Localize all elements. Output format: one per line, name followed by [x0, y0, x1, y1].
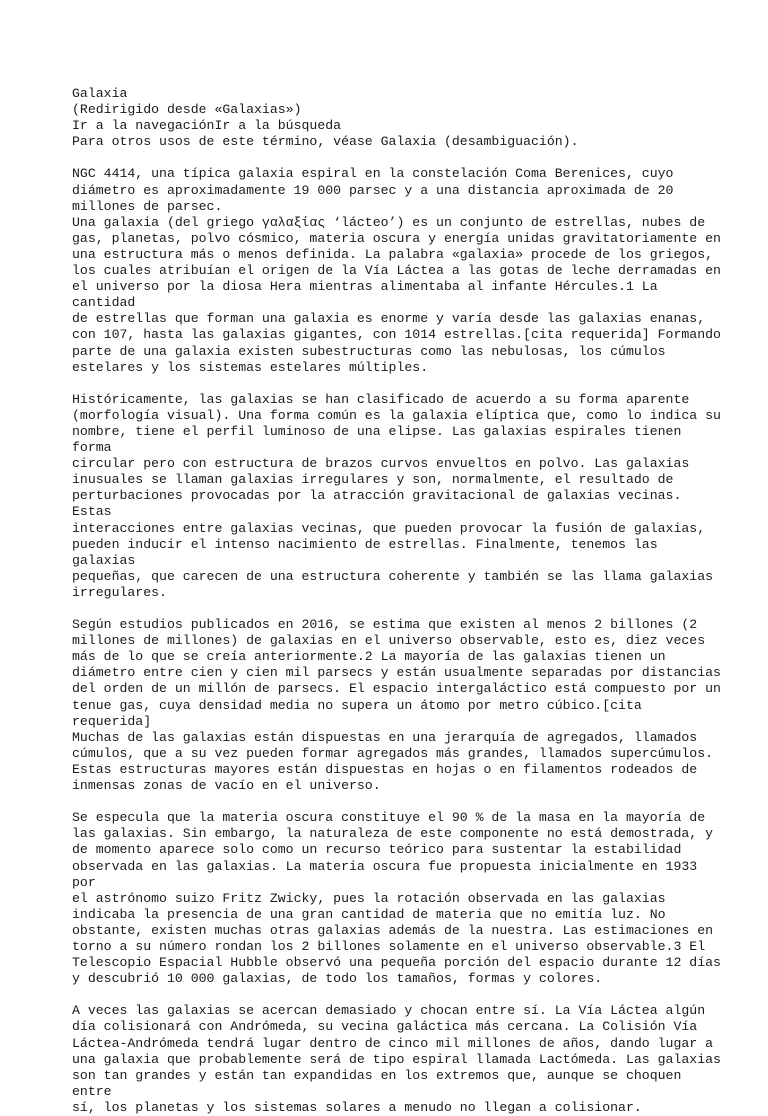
paragraph-dark-matter: Se especula que la materia oscura constituye el 90 % de la masa en la mayoría de las galaxias. Sin embargo, la naturaleza de este componente no está demostrada, y de momento aparece solo como un recurso teórico para sustentar la estabilidad observada en las galaxias. La materia oscura fue propuesta inicialmente en 1933 por el astrónomo suizo Fritz Zwicky, pues la rotación observada en las galaxias indicaba la presencia de una gran cantidad de materia que no emitía luz. No obstante, existen muchas otras galaxias además de la nuestra. Las estimaciones en torno a su número rondan los 2 billones solamente en el universo observable.3 El Telescopio Espacial Hubble observó una pequeña porción del espacio durante 12 días y descubrió 10 000 galaxias, de todo los tamaños, formas y colores.: [72, 810, 721, 987]
spacer: [72, 601, 728, 617]
spacer: [72, 150, 728, 166]
paragraph-count: Según estudios publicados en 2016, se estima que existen al menos 2 billones (2 millones de millones) de galaxias en el universo observable, esto es, diez veces más de lo que se creía anteriormente.2 La mayoría de las galaxias tienen un diámetro entre cien y cien mil parsecs y están usualmente separadas por distancias del orden de un millón de parsecs. El espacio intergaláctico está compuesto por un tenue gas, cuya densidad media no supera un átomo por metro cúbico.[cita requerida] Muchas de las galaxias están dispuestas en una jerarquía de agregados, llamados cúmulos, que a su vez pueden formar agregados más grandes, llamados supercúmulos. Estas estructuras mayores están dispuestas en hojas o en filamentos rodeados de inmensas zonas de vacío en el universo.: [72, 617, 721, 794]
disambiguation-note: Para otros usos de este término, véase Galaxia (desambiguación).: [72, 134, 579, 150]
paragraph-collisions: A veces las galaxias se acercan demasiado y chocan entre sí. La Vía Láctea algún día colisionará con Andrómeda, su vecina galáctica más cercana. La Colisión Vía Láctea-Andrómeda tendrá lugar dentro de cinco mil millones de años, dando lugar a una galaxia que probablemente será de tipo espiral llamada Lactómeda. Las galaxias son tan grandes y están tan expandidas en los extremos que, aunque se choquen entre sí, los planetas y los sistemas solares a menudo no llegan a colisionar.: [72, 1003, 721, 1115]
spacer: [72, 794, 728, 810]
spacer: [72, 987, 728, 1003]
paragraph-intro: NGC 4414, una típica galaxia espiral en la constelación Coma Berenices, cuyo diámetro es aproximadamente 19 000 parsec y a una distancia aproximada de 20 millones de parsec. Una galaxia (del griego γαλαξίας ‘lácteo’) es un conjunto de estrellas, nubes de gas, planetas, polvo cósmico, materia oscura y energía unidas gravitatoriamente en una estructura más o menos definida. La palabra «galaxia» procede de los griegos, los cuales atribuían el origen de la Vía Láctea a las gotas de leche derramadas en el universo por la diosa Hera mientras alimentaba al infante Hércules.1 La cantidad de estrellas que forman una galaxia es enorme y varía desde las galaxias enanas, con 107, hasta las galaxias gigantes, con 1014 estrellas.[cita requerida] Formando parte de una galaxia existen subestructuras como las nebulosas, los cúmulos estelares y los sistemas estelares múltiples.: [72, 166, 721, 375]
paragraph-classification: Históricamente, las galaxias se han clasificado de acuerdo a su forma aparente (morfología visual). Una forma común es la galaxia elíptica que, como lo indica su nombre, tiene el perfil luminoso de una elipse. Las galaxias espirales tienen forma circular pero con estructura de brazos curvos envueltos en polvo. Las galaxias inusuales se llaman galaxias irregulares y son, normalmente, el resultado de perturbaciones provocadas por la atracción gravitacional de galaxias vecinas. Estas interacciones entre galaxias vecinas, que pueden provocar la fusión de galaxias, pueden inducir el intenso nacimiento de estrellas. Finalmente, tenemos las galaxias pequeñas, que carecen de una estructura coherente y también se las llama galaxias irregulares.: [72, 391, 721, 600]
redirect-note: (Redirigido desde «Galaxias»): [72, 102, 302, 118]
skip-navigation-links[interactable]: Ir a la navegaciónIr a la búsqueda: [72, 118, 342, 134]
article-header: [72, 86, 728, 150]
page-title: Galaxia: [72, 86, 128, 101]
spacer: [72, 376, 728, 392]
